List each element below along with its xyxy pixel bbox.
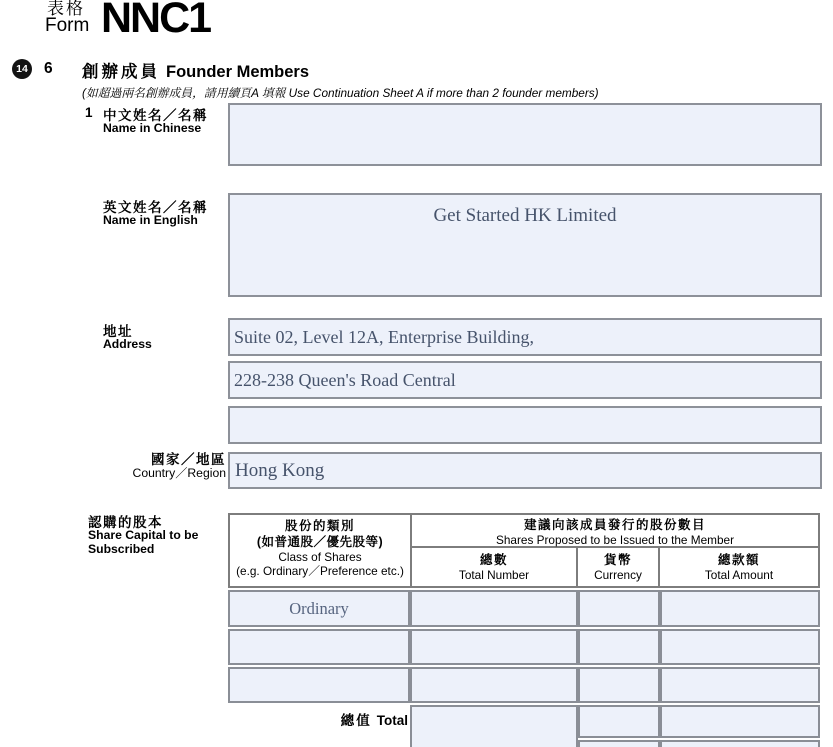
currency-total-input2[interactable] <box>578 740 660 747</box>
total-number-input[interactable] <box>410 590 578 627</box>
chinese-name-item-number: 1 <box>85 105 93 120</box>
share-table-row <box>228 667 820 703</box>
share-capital-label-zh: 認購的股本 <box>88 515 163 530</box>
total-number-header <box>412 548 578 586</box>
chinese-name-input[interactable] <box>228 103 822 166</box>
currency-header <box>578 548 660 586</box>
total-amount-header <box>660 548 818 586</box>
address-label-zh: 地址 <box>103 324 133 339</box>
total-label-en: Total <box>376 713 408 728</box>
currency-total-input[interactable] <box>578 705 660 738</box>
chinese-name-label-en: Name in Chinese <box>103 121 202 135</box>
section-item-number: 6 <box>44 60 53 77</box>
shares-proposed-header <box>412 515 818 548</box>
chinese-name-label-zh: 中文姓名／名稱 <box>103 108 208 123</box>
share-table-row <box>228 590 820 627</box>
class-of-shares-header <box>230 515 412 586</box>
total-number-header-zh: 總數 <box>479 553 508 567</box>
address-line2-input[interactable]: 228-238 Queen's Road Central <box>228 361 822 399</box>
address-line1-input[interactable]: Suite 02, Level 12A, Enterprise Building, <box>228 318 822 356</box>
class-header-en1: Class of Shares <box>278 550 362 564</box>
total-amount-input[interactable] <box>660 629 820 665</box>
total-amount-total-input[interactable] <box>660 705 820 738</box>
share-table-header <box>228 513 820 588</box>
class-of-shares-input[interactable]: Ordinary <box>228 590 410 627</box>
total-number-input[interactable] <box>410 667 578 703</box>
section-number-badge: 14 <box>12 59 32 79</box>
form-code: NNC1 <box>101 0 211 42</box>
currency-input[interactable] <box>578 590 660 627</box>
address-line3-input[interactable] <box>228 406 822 444</box>
total-label-zh: 總值 <box>340 713 372 728</box>
share-capital-label-en1: Share Capital to be <box>88 528 199 542</box>
total-row-label <box>228 709 408 729</box>
currency-header-zh: 貨幣 <box>603 553 632 567</box>
continuation-note: (如超過兩名創辦成員，請用續頁A 填報 Use Continuation Sheet A if more than 2 founder members) <box>82 86 599 100</box>
class-header-zh1: 股份的類別 <box>284 519 355 533</box>
country-input[interactable]: Hong Kong <box>228 452 822 489</box>
total-number-header-en: Total Number <box>458 568 530 582</box>
english-name-label-en: Name in English <box>103 213 198 227</box>
address-label-en: Address <box>103 337 152 351</box>
form-label-en: Form <box>45 15 90 36</box>
total-amount-total-input2[interactable] <box>660 740 820 747</box>
total-amount-header-zh: 總款額 <box>717 553 760 567</box>
english-name-input[interactable]: Get Started HK Limited <box>228 193 822 297</box>
class-header-zh2: (如普通股／優先股等) <box>256 535 384 549</box>
class-of-shares-input[interactable] <box>228 667 410 703</box>
total-amount-header-en: Total Amount <box>704 568 774 582</box>
country-label-en: Country／Region <box>132 466 226 480</box>
span-header-en: Shares Proposed to be Issued to the Member <box>495 533 735 547</box>
form-label-zh: 表格 <box>47 0 85 18</box>
class-header-en2: (e.g. Ordinary／Preference etc.) <box>236 564 404 578</box>
total-number-total-input[interactable] <box>410 705 578 747</box>
section-title-en: Founder Members <box>166 63 310 81</box>
section-title <box>82 58 309 82</box>
share-capital-label-en2: Subscribed <box>88 542 155 556</box>
share-table-row <box>228 629 820 665</box>
section-title-zh: 創辦成員 <box>82 63 160 81</box>
currency-header-en: Currency <box>594 568 642 582</box>
currency-input[interactable] <box>578 629 660 665</box>
country-label-zh: 國家／地區 <box>151 452 226 467</box>
currency-input[interactable] <box>578 667 660 703</box>
total-amount-input[interactable] <box>660 667 820 703</box>
total-number-input[interactable] <box>410 629 578 665</box>
class-of-shares-input[interactable] <box>228 629 410 665</box>
english-name-label-zh: 英文姓名／名稱 <box>103 200 208 215</box>
span-header-zh: 建議向該成員發行的股份數目 <box>523 518 706 532</box>
total-amount-input[interactable] <box>660 590 820 627</box>
